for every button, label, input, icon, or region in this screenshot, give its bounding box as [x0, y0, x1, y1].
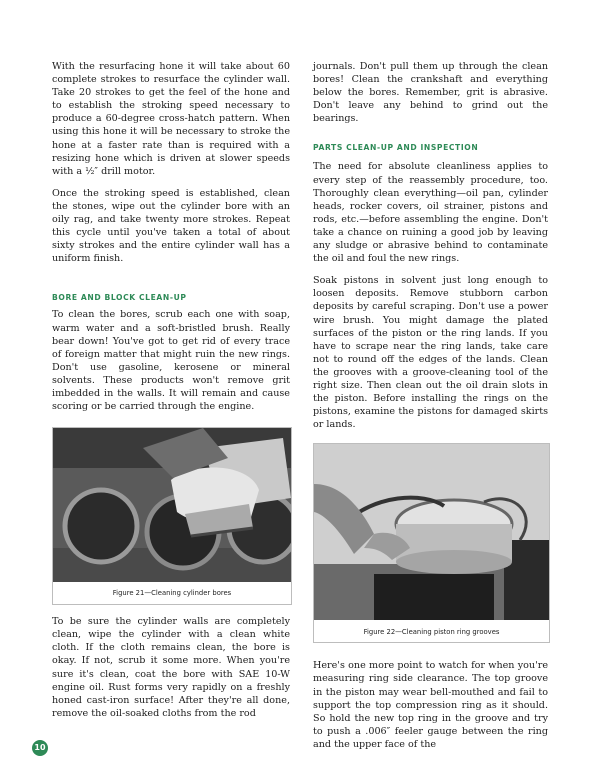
paragraph-soak-pistons: Soak pistons in solvent just long enough to loosen deposits. Remove stubborn carbon deposits by careful scraping. Don't use a power wire brush. You might damage the plated surfaces of the piston or the ring lands. If you have to scrape near the ring lands, take care not to round off the edges of the lands. Clean the grooves with a groove-cleaning tool of the right size. Then clean out the oil drain slots in the piston. Before installing the rings on the pistons, examine the pistons for damaged skirts or lands. — [313, 275, 548, 431]
right-column — [313, 60, 548, 751]
paragraph-clean-bores: To clean the bores, scrub each one with soap, warm water and a soft-bristled brush. Really bear down! You've got to get rid of every trace of foreign matter that might ruin the new rings. Don't use gasoline, kerosene or mineral solvents. These products won't remove grit imbedded in the walls. It will remain and cause scoring or be carried through the engine. — [52, 309, 290, 413]
figure-21 — [52, 427, 292, 605]
section-heading-parts-clean-up: PARTS CLEAN-UP AND INSPECTION — [313, 143, 479, 153]
paragraph-stroking-speed: Once the stroking speed is established, clean the stones, wipe out the cylinder bore with an oily rag, and take twenty more strokes. Repeat this cycle until you've taken a total of about sixty strokes and the entire cylinder wall has a uniform finish. — [52, 187, 290, 265]
figure-21-caption: Figure 21—Cleaning cylinder bores — [112, 589, 232, 598]
figure-22-caption: Figure 22—Cleaning piston ring grooves — [363, 628, 500, 637]
cylinder-bore-cleaning-photo — [53, 428, 291, 582]
paragraph-absolute-cleanliness: The need for absolute cleanliness applies to every step of the reassembly procedure, too. Thoroughly clean everything—oil pan, cylinder heads, rocker covers, oil strainer, pistons and rods, etc.—before assembling the engine. Don't take a chance on ruining a good job by leaving any sludge or abrasive behind to contaminate the oil and foul the new rings. — [313, 161, 548, 265]
page-number-badge: 10 — [32, 740, 48, 756]
figure-22 — [313, 443, 550, 643]
paragraph-ring-side-clearance: Here's one more point to watch for when you're measuring ring side clearance. The top groove in the piston may wear bell-mouthed and fail to support the top compression ring as it should. So hold the new top ring in the groove and try to push a .006″ feeler gauge between the ring and the upper face of the — [313, 660, 548, 750]
piston-ring-groove-photo — [314, 444, 549, 620]
left-column — [52, 60, 290, 720]
section-heading-bore-clean-up: BORE AND BLOCK CLEAN-UP — [52, 293, 187, 303]
paragraph-crankshaft-journals: journals. Don't pull them up through the clean bores! Clean the crankshaft and everything below the bores. Remember, grit is abrasive. Don't leave any behind to grind out the bearings. — [313, 61, 548, 125]
paragraph-wipe-cylinder: To be sure the cylinder walls are completely clean, wipe the cylinder with a clean white cloth. If the cloth remains clean, the bore is okay. If not, scrub it some more. When you're sure it's clean, coat the bore with SAE 10-W engine oil. Rust forms very rapidly on a freshly honed cast-iron surface! After they're all done, remove the oil-soaked cloths from the rod — [52, 616, 290, 719]
paragraph-resurfacing-hone: With the resurfacing hone it will take about 60 complete strokes to resurface the cylinder wall. Take 20 strokes to get the feel of the hone and to establish the stroking speed necessary to produce a 60-degree cross-hatch pattern. When using this hone it will be necessary to stroke the hone at a faster rate than is required with a resizing hone which is driven at slower speeds with a ½″ drill motor. — [52, 61, 290, 177]
